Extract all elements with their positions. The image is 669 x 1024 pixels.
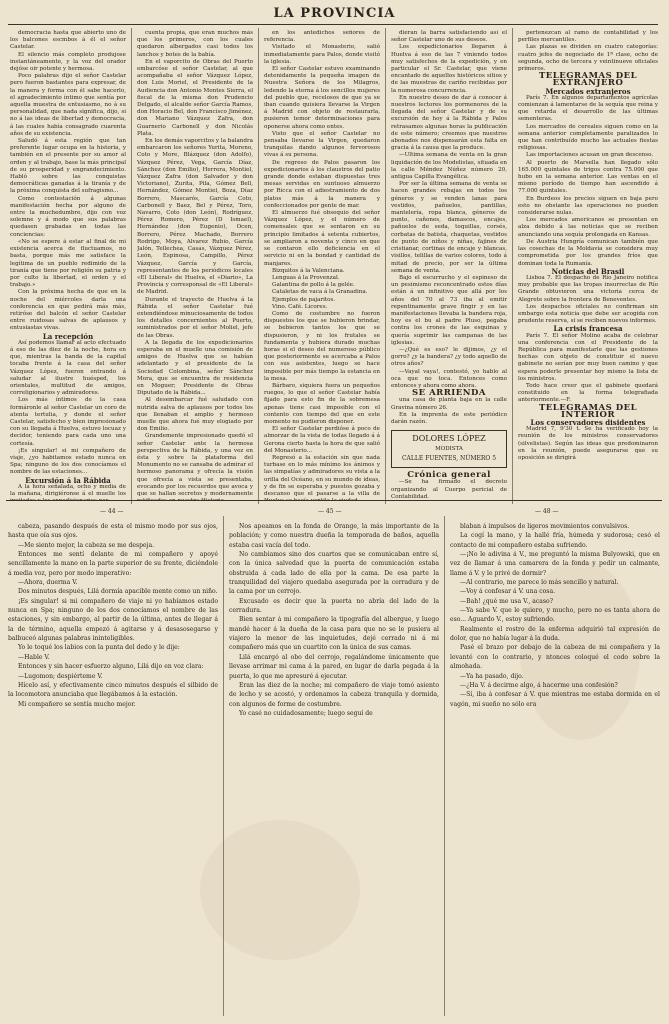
column-1 <box>10 30 126 500</box>
article-paragraph: Las plazas se dividen en cuatro categorías: cuatro jefes de negociado de 1ª clase, ocho de segunda, ocho de tercera y veintinueve oficiales primeros. <box>518 44 658 73</box>
feuilleton-column-3 <box>450 522 660 1017</box>
page-folio: — 48 — <box>535 508 559 515</box>
column-divider <box>512 28 513 504</box>
masthead-rule <box>8 24 658 25</box>
masthead: LA PROVINCIA <box>273 6 396 21</box>
feuilleton-divider <box>223 516 224 1016</box>
article-paragraph: —Se ha firmado el decreto organizando al Cuerpo pericial de Contabilidad. <box>391 479 507 500</box>
article-paragraph: Cataletas de vaca á la Granadina. <box>272 289 368 296</box>
article-paragraph: Dos minutos después, Lilá dormía apacible mente como un niño. <box>18 588 218 596</box>
article-paragraph: Excusado es decir que la puerta no abría del lado de la cerradura. <box>229 597 439 615</box>
column-2 <box>137 30 253 500</box>
article-paragraph: Al puerto de Marsella han llegado sólo 165.000 quintales de trigos contra 75.000 que hubo en la semana anterior. Las ventas en el mismo período de tiempo han ascendido á 77.000 quintales. <box>518 159 658 195</box>
section-heading-large: SE ARRIENDA <box>412 388 486 399</box>
article-paragraph: Los mercados americanos se presentan en alza debido á las noticias que se reciben anunciando una sequía prolongada en Kansas. <box>518 217 658 238</box>
article-paragraph: En los demás vaporcitos y la balandra embarcaron los señores Yurita, Moreno, Coto y More, Blázquez (don Adolfo), Vázquez Pérez, Vega, García Díaz, Sánchez (don Emilio), Herrera, Montiel, Vázquez Zafra (don Salvador y don Victoriano), Zurita, Pila, Gómez Bell, Hernández, Gómez Montiel, Boza, Díaz Borrero, Mascarós, García Coto, Carbonell y Baez, Bel y Pérez, Toro, Navarro, Coto (don León), Rodríguez, Pérez Romero, Pérez (D Ismael), Hernández (don Eugenio), Ocen, Borrero, Pérez Machado, Borrero Rodrigo, Moya, Alvarez Rubio, García Jalón, Tellechea, Casas, Vázquez Pérez, León, Espinosa, Campillo, Pérez Vázquez, García y García, representantes de los periódicos locales «El Liberal» de Huelva, el «Diario», La Provincia y corresponsal de «El Liberal» de Madrid. <box>137 138 253 296</box>
article-paragraph: —Ya ha pasado, dijo. <box>460 672 524 680</box>
article-paragraph: —Bah! ¿qué me usa V., acaso? <box>460 597 553 605</box>
article-paragraph: La cogí la mano, y la hallé fría, húmeda y sudorosa; cesó el contacto de mi compañero estaba sufriendo. <box>450 532 660 549</box>
article-paragraph: —Al contrario, me parece lo más sencillo y natural. <box>460 579 619 587</box>
article-paragraph: —Hable V. <box>18 653 50 661</box>
article-paragraph: Visto que el señor Castelar no pensaba llevarse la Virgen, quedaron tranquilas dando algunos fervorosos vivas á su persona. <box>264 130 380 159</box>
article-paragraph: Bien sentar á mi compañero la tipografía del albergue, y luego mandé hacer á la dueña de la casa para que no se le pusiera al viajero la menor de las inquietudes, dejé cerrado ni á mi compañero más que un cuartito con la única de sus camas. <box>229 616 439 652</box>
article-paragraph: Saludó á esta región que tan preferente lugar ocupa en la historia, y también en el presente por su amor al orden y al trabajo, base la más principal de su prosperidad y engrandecimiento. Habló sobre las conquistas democráticas ganadas á la tiranía y de la próxima conquista del sufragismo... <box>10 138 126 195</box>
section-heading: La recepción <box>42 331 94 341</box>
page-folio: — 45 — <box>318 508 342 515</box>
article-paragraph: En el vaporcito de Obras del Puerto embarcóse el señor Castelar, al que acompañaba el señor Vázquez López, don Luis Moriel, el Presidente de la Audiencia don Antonio Montes Sierra, el fiscal de la misma don Prudencio Delgado, el alcalde señor García Ramos, don Horacio Bel, don Francisco Jiménez, don Mariano Vázquez Zafra, don Guarnerio Carbonell y don Nicolás Plata. <box>137 58 253 137</box>
article-paragraph: Como de costumbre no fueron dispuestos los que se hubieron brindar, se bebieron tantos los que se dispusieron, y ni los frutales se fundamenta y hubiera durado muchas horas si el deseo del numeroso público que posteriormente se acercaba a Palos con sus asistentes, luego se hace imposible por más tiempo la estancia en la mesa. <box>264 310 380 382</box>
article-paragraph: Poco palabras dijo el señor Castelar pero fueron bastantes para expresar, de la manera y forma con él sabe hacerlo, el agradecimiento íntimo que sentía por aquella muestra de entusiasmo, no á su personalidad, que nada significa, dijo, si no á las ideas de libertad y democracia, á las cuales había consagrado cuarenta años de su existencia. <box>10 73 126 137</box>
section-heading: Excursión á la Rábida <box>25 475 111 485</box>
article-paragraph: Yo le toqué los labios con la punta del dedo y le dije: <box>18 644 180 652</box>
column-divider <box>385 28 386 504</box>
article-paragraph: —Ahora, duerma V. <box>18 579 78 587</box>
feuilleton-column-2 <box>229 522 439 1017</box>
article-paragraph: democracia hasta que abierto uno de los balcones escmbos á él el señor Castelar. <box>10 30 126 51</box>
article-paragraph: «No se espere á estar al final de mi existencia acerca de fluctuamos, no basta, porque más me satisface la legítima de un pueblo redimido de la tiranía que tiene por religión su patria y por culto la libertad, el orden y el trabajo.» <box>10 238 126 289</box>
article-paragraph: Entonces y sin hacer esfuerzo alguno, Lilá dijo en voz clara: <box>18 663 204 671</box>
column-divider <box>131 28 132 504</box>
feuilleton-rule <box>6 500 662 501</box>
article-paragraph: blaban á impulsos de ligeros movimientos convulsivos. <box>460 523 630 530</box>
article-paragraph: Mi compañero se sentía mucho mejor. <box>18 700 136 708</box>
ad-title: DOLORES LÓPEZ <box>412 434 486 444</box>
article-paragraph: No cambiamos sino dos cuartos que se comunicaban entre sí, con la única salvedad que la puerta de comunicación estaba obstruida á cada lado de ella por la cama. De esa parte la tranquilidad del viajero quedaba asegurada por la cerradura y de la cama por un cerrojo. <box>229 551 439 596</box>
article-paragraph: A la hora señalada, ocho y media de la mañana, dirigiéronse á el muelle los <box>10 483 126 497</box>
section-heading-large: Crónica general <box>407 470 491 481</box>
article-paragraph: Galantina de pollo á la gelée. <box>272 282 355 289</box>
article-paragraph: Así podemos llamar al acto efectuado á eso de las diez de la noche, hora en que, mientras la banda de la capital tocaba frente á la casa del señor Vázquez López, fueron entrando á saludar al ilustre huésped, los orientales, multitud de amigos, correligionarios y admiradores. <box>10 339 126 397</box>
article-paragraph: Pasé el brazo por debajo de la cabeza de mi compañera y la levanté con lo contrario, y ntonces coloqué el codo sobre la almohada. <box>450 644 660 671</box>
article-paragraph: —Voy á confesar á V. una cosa. <box>460 588 556 596</box>
column-divider <box>258 28 259 504</box>
article-paragraph: ¡Es singular! si mi compañero de viaje, ¿yo habitamos estado nunca en Spa; ninguno de los dos conocíamos el nombre de las estaciones... <box>10 447 126 476</box>
article-paragraph: Lisboa 7. El despacho de Río Janeiro notifica muy probable que las tropas insurrectas de Río Grande obtuvieron una victoria cerca de Alegrete sobre la frontera de Beneventes. <box>518 274 658 303</box>
article-paragraph: —¿Ha V. á decirme algo, á hacerme una confesión? <box>460 681 618 689</box>
feuilleton-divider <box>444 516 445 1016</box>
article-paragraph: Los expedicionarios llegaron á Huelva á eso de las 7 viniendo todos muy satisfechos de la expedición, y en particular el Sr. Castelar, que viene encantado de aquellos históricos sitios y de las muestras de cariño recibidas por la numerosa concurrencia. <box>391 44 507 94</box>
article-paragraph: Realmente el rostro de la enferma adquirió tal expresión de dolor, que no había lugar á la duda. <box>450 625 660 643</box>
article-paragraph: —¿Qué es eso? le dijimos, ¿y el gorro? ¿y la bandera? ¿y todo aquello de otros años? <box>391 346 507 368</box>
article-paragraph: Los más íntimos de la casa formáronle al señor Castelar un coro de atenta tertulia, y donde el señor Castelar, satisfecho y bien impresionado con su llegada á Huelva, estuvo locuaz y decidor, teniendo para cada uno una cortesía. <box>10 397 126 447</box>
article-paragraph: en los antedichos señores de referencia. <box>264 30 380 44</box>
article-paragraph: —Me siento mejor, la cabeza se me despeja. <box>18 541 155 549</box>
article-paragraph: Bajo el escurrucho y el espineso de un pesimismo reconcentrado estos días están á un infinitivo que allá por los años del 70 al 73 iba al emitir repentinamente grave fingir y en las manifestaciones llevaba la bandera roja, hoy es el bu al padre Pluso, pegaba contra los crones de las esquinas y quería suprimir las campanas de las iglesias. <box>391 274 507 346</box>
article-paragraph: El señor Castelar estuvo examinando detenidamente la pequeña imagen de Nuestra Señora de los Milagros, ledendo la eterna á los sencillos mujeres del pueblo que, recelosos de que ya se iban cuando quisiera llevarse la Virgen á Madrid con objeto de restaurarla, pusieron temor determinaciones para oponerse ahora como entes. <box>264 66 380 130</box>
article-paragraph: Con la próxima hecha de que en la noche del miércoles darla una conferencia en que pedirá más más, retiróse del balcón el señor Castelar entre ruidosas salvas de aplausos y entusiastas vivas. <box>10 289 126 332</box>
section-heading: La crisis francesa <box>553 324 623 334</box>
article-paragraph: A la llegada de los expedicionarios esperaba en el muelle una comisión de amigos de Huelva que se habían adelantado y el presidente de la Sociedad Colombina, señor Sánchez Mora, que se encuentra de residencia en Moguer; Presidente de Obras Diputado de la Rábida... <box>137 339 253 397</box>
article-paragraph: Las importaciones acusan un gran descenso. <box>526 152 654 159</box>
article-paragraph: —¡No le adivina á V., me preguntó la misma Bulyowski, que en vez de llamar á una camarera de la fonda y pedir un calmante, llame á V. y le privé de dormir? <box>450 551 660 577</box>
article-paragraph: cuenta propia, que eran muchos más que los primeros, con los cuales quedaron albergados casi todos los lanchos y botes de la bahía. <box>137 30 253 58</box>
column-4 <box>391 30 507 500</box>
article-paragraph: Grandemente impresionado quedó el señor Castelar ante la hermosa perspectiva de la Rábida, y una vez en ésta y sobre la plataforma del Monumento no se cansaba de admirar el hermoso panorama y ofrecía la visión que ofrecía a vista se presentaba, evocando por los recuerdos que avoca y que se hallan secretos y modernamente <box>137 433 253 497</box>
section-heading: Los conservadores disidentes <box>530 417 646 427</box>
feuilleton-column-1 <box>8 522 218 1017</box>
article-paragraph: En Burdeos los precios siguen en baja pero esto no obstante las operaciones no pueden considerarse nulas. <box>518 195 658 217</box>
article-paragraph: una casa de planta baja en la calle Gravina número 26. <box>391 397 507 411</box>
article-paragraph: pertenezcan al ramo de contabilidad y los perfiles mercantiles. <box>518 30 658 44</box>
article-paragraph: París 7. El señor Molino acaba de celebrar una conferencia con el Presidente de la República para manifestarle que las gestiones hechas con objeto de constituir el nuevo gabinete no serían por muy buen camino y que espera poderle presentar hoy mismo la lista de los ministros. <box>518 332 658 382</box>
column-3 <box>264 30 380 500</box>
article-paragraph: En nuestro deseo de dar á conocer á nuestros lectores los pormenores de la llegada del señor Castelar y de su excursión de hoy á la Rábida y Palos retrasamos algunas horas la publicación de este número; creemos que nuestros abonados nos dispensarán esta falta en gracia á la causa que la produce. <box>391 94 507 152</box>
article-paragraph: Lilá encargó al obo del cerrojo, regalándome únicamente que llevase arrimar mi cama á la pared, en lugar de darla pegada á la puerta, lo que me apresuré á ejecutar. <box>229 653 439 680</box>
section-heading-large: TELEGRAMAS DEL INTERIOR <box>538 402 638 420</box>
article-paragraph: Visitado el Monasterio, salió inmediatamente para Palos, donde visitó la iglesia. <box>264 44 380 65</box>
article-paragraph: París 7. En algunos departamentos agrícolas comienzan á lamentarse de la sequía que reina y que retarda el desarrollo de las últimas sementeras. <box>518 94 658 123</box>
section-heading: Noticias del Brasil <box>551 266 625 276</box>
article-paragraph: —Ya sabe V. que le quiero, y mucho, pero no es tanta ahora de eso... Aguardo V., estoy sufriendo. <box>450 607 660 624</box>
article-paragraph: —Lugomon; despiérteme V. <box>18 672 103 680</box>
ad-address: CALLE FUENTES, NÚMERO 5 <box>401 455 497 463</box>
section-heading: Mercados extranjeros <box>545 86 631 96</box>
article-paragraph: Ejemplos de pajaritos. <box>272 296 336 303</box>
article-paragraph: El señor Castelar perdióse á poco de almorzar de la vista de todas llegado á á Gerona cierto hasta la hora de que salió del Monasterio... <box>264 426 380 454</box>
article-paragraph: Durante el trayecto de Huelva á la Rábida el señor Castelar fué extendiéndose minuciosamente de todos los detalles concernientes al Puerto, suministrados por el señor Moliel, jefe de las Obras. <box>137 296 253 339</box>
advertisement-box <box>391 430 507 468</box>
article-paragraph: En la imprenta de este periódico darán razón. <box>391 411 507 425</box>
article-paragraph: De Austria Hungría comunican también que las cosechas de la Moldavia se considera muy comprometida por los grandes fríos que dominan toda la Rumanía. <box>518 238 658 267</box>
article-paragraph: dieran la barra satisfaciendo así el señor Castelar uno de sus deseos. <box>391 30 507 44</box>
article-paragraph: Madrid 7, 9'30 t. Se ha verificado hoy la reunión de los ministros conservadores (silvelistas). Según las ideas que predominaron en la reunión, puede asegurarse que su oposición se dirigirá <box>518 426 658 461</box>
article-paragraph: Al desembarcar fué saludado con nutrida salva de aplausos por todos los que llenaban el amplio y hermoso muelle que ahora fué muy elogiado por don Emilio. <box>137 397 253 433</box>
column-5 <box>518 30 658 500</box>
article-paragraph: Los mercados de cereales siguen como en la semana anterior completamente paralizados lo que han contribuído mucho las actuales fiestas religiosas. <box>518 123 658 152</box>
article-paragraph: Hícelo así, y efectivamente cinco minutos después el silbido de la locomotora anunciaba que llegábamos á la estación. <box>8 681 218 699</box>
article-paragraph: Por ser la última semana de venta se hacen grandes rebajas en todos los géneros y se venden lanas para vestidos, pañuelos, pantillas, mantelería, ropa blanca, géneros de punto, cañones, damascos, encajes, pañuelos de seda, toquillas, corsés, corbatas de batista, chaquetas, vestidos de punto de niños y niñas, fajines de cristianar, cortinas de encaje y blancas, visillos, telillas de varios colores, todo á mitad de precio, por ser la última semana de venta. <box>391 181 507 274</box>
article-paragraph: El almuerzo fué obsequio del señor Vázquez López, y el número de comensales que se sentaron en su principio limitados á setenta cubiertos, se ampliaron a noventa y cinco en que se contaron ello deficiencia en el servicio ni en la bondad y cantidad de manjares. <box>264 210 380 267</box>
article-paragraph: cabeza, pasando después de esta el mismo modo por sus ojos, hasta que oía sus ojos. <box>8 523 218 540</box>
article-paragraph: ¡Es singular! si mi compañero de viaje ni yo habíamos estado nunca en Spa; ninguno de los dos conocíamos el nombre de las estaciones, y sin embargo, al partir de la última, antes de llegar á la de término, aquella empezó á agitarse y á desasosegarse y balbuceó algunas palabras ininteligibles. <box>8 597 218 643</box>
article-paragraph: Yo casé no cuidadosamente; luego seguí de <box>239 709 373 717</box>
article-paragraph: Eran las diez de la noche; mi compañero de viaje tomó asiento de lecho y se acostó, y ordenamos la cabeza tranquila y dormida, con algunos de forme de costumbre. <box>229 681 439 708</box>
article-paragraph: Bárbaro, siquiera fuera un pequeños ruegos, lo que el señor Castelar había fijado para esto fin de la sobremesa apenas tiene casi imposible con el contento con tiempo del que en este momento no pudieron disponer. <box>264 382 380 425</box>
article-paragraph: —Sí, iba á confesar á V. que mientras me estaba dormida en el vagón, mi sueño no sólo era <box>450 691 660 708</box>
article-paragraph: Los despachos oficiales no confirman sin embargo esta noticia que debe ser acogida con prudente reserva, si se reciben nuevos informes. <box>518 303 658 325</box>
article-paragraph: Como contestación á algunas manifestación hecha por alguno de entre la muchedumbre, dijo con voz solemne y á modo que sus palabras quedasen grabadas en todas las conciencias: <box>10 195 126 238</box>
article-paragraph: Bizquitos á la Valenciana. <box>272 267 345 274</box>
article-paragraph: Regresó a la estación sin que nada turbase en lo más mínimo los ánimos y las simpatías y admiradores su vista a la orilla del Océano, en su mundo de ideas, y de fin se esperaba y puestos gozaba y descanso que el pasarse a la villa de <box>264 454 380 497</box>
article-paragraph: De regreso de Palos pasaron los expedicionarios á los claustros del patio grande donde estaban dispuestas tres mesas servidas en suntuoso almuerzo por Ricca con el adiestramiento de dos platos más á la manera y confeccionados por gente de mar. <box>264 159 380 209</box>
article-paragraph: Todo hace creer que el gabinete quedará constituido en la forma telegrafiada anteriormente.—F. <box>518 382 658 404</box>
article-paragraph: Vino. Café. Licores. <box>272 303 328 310</box>
page-folio: — 44 — <box>100 508 124 515</box>
article-paragraph: —Ultima semana de venta en la gran liquidación de los Modelistas, situada en la calle Méndez Núñez número 20, antigua Capilla Evangélica. <box>391 152 507 181</box>
article-paragraph: El silencio más completo produjose instantáneamente, y la voz del orador dejóse oir potente y hermosa. <box>10 51 126 73</box>
ad-subtitle: MODISTA <box>435 446 463 453</box>
article-paragraph: —Vayal vaya!, contestó, yo hablo al oca que no toca. Entonces como entonces y ahora como ahora. <box>391 368 507 389</box>
article-paragraph: Lenguas á la Provenzal. <box>272 274 340 281</box>
article-paragraph: Nos apeamos en la fonda de Orange, la más importante de la población; y como nuestra dueña la temporada de baños, aquella estaba casi vacía del todo. <box>229 523 439 549</box>
article-paragraph: Entonces me sentí delante de mi compañero y apoyé sencillamente la mano en la parte superior de su frente, diciéndole á media voz, pero por modo imperativo: <box>8 551 218 577</box>
section-heading-large: TELEGRAMAS DEL EXTRANJERO <box>538 71 638 89</box>
